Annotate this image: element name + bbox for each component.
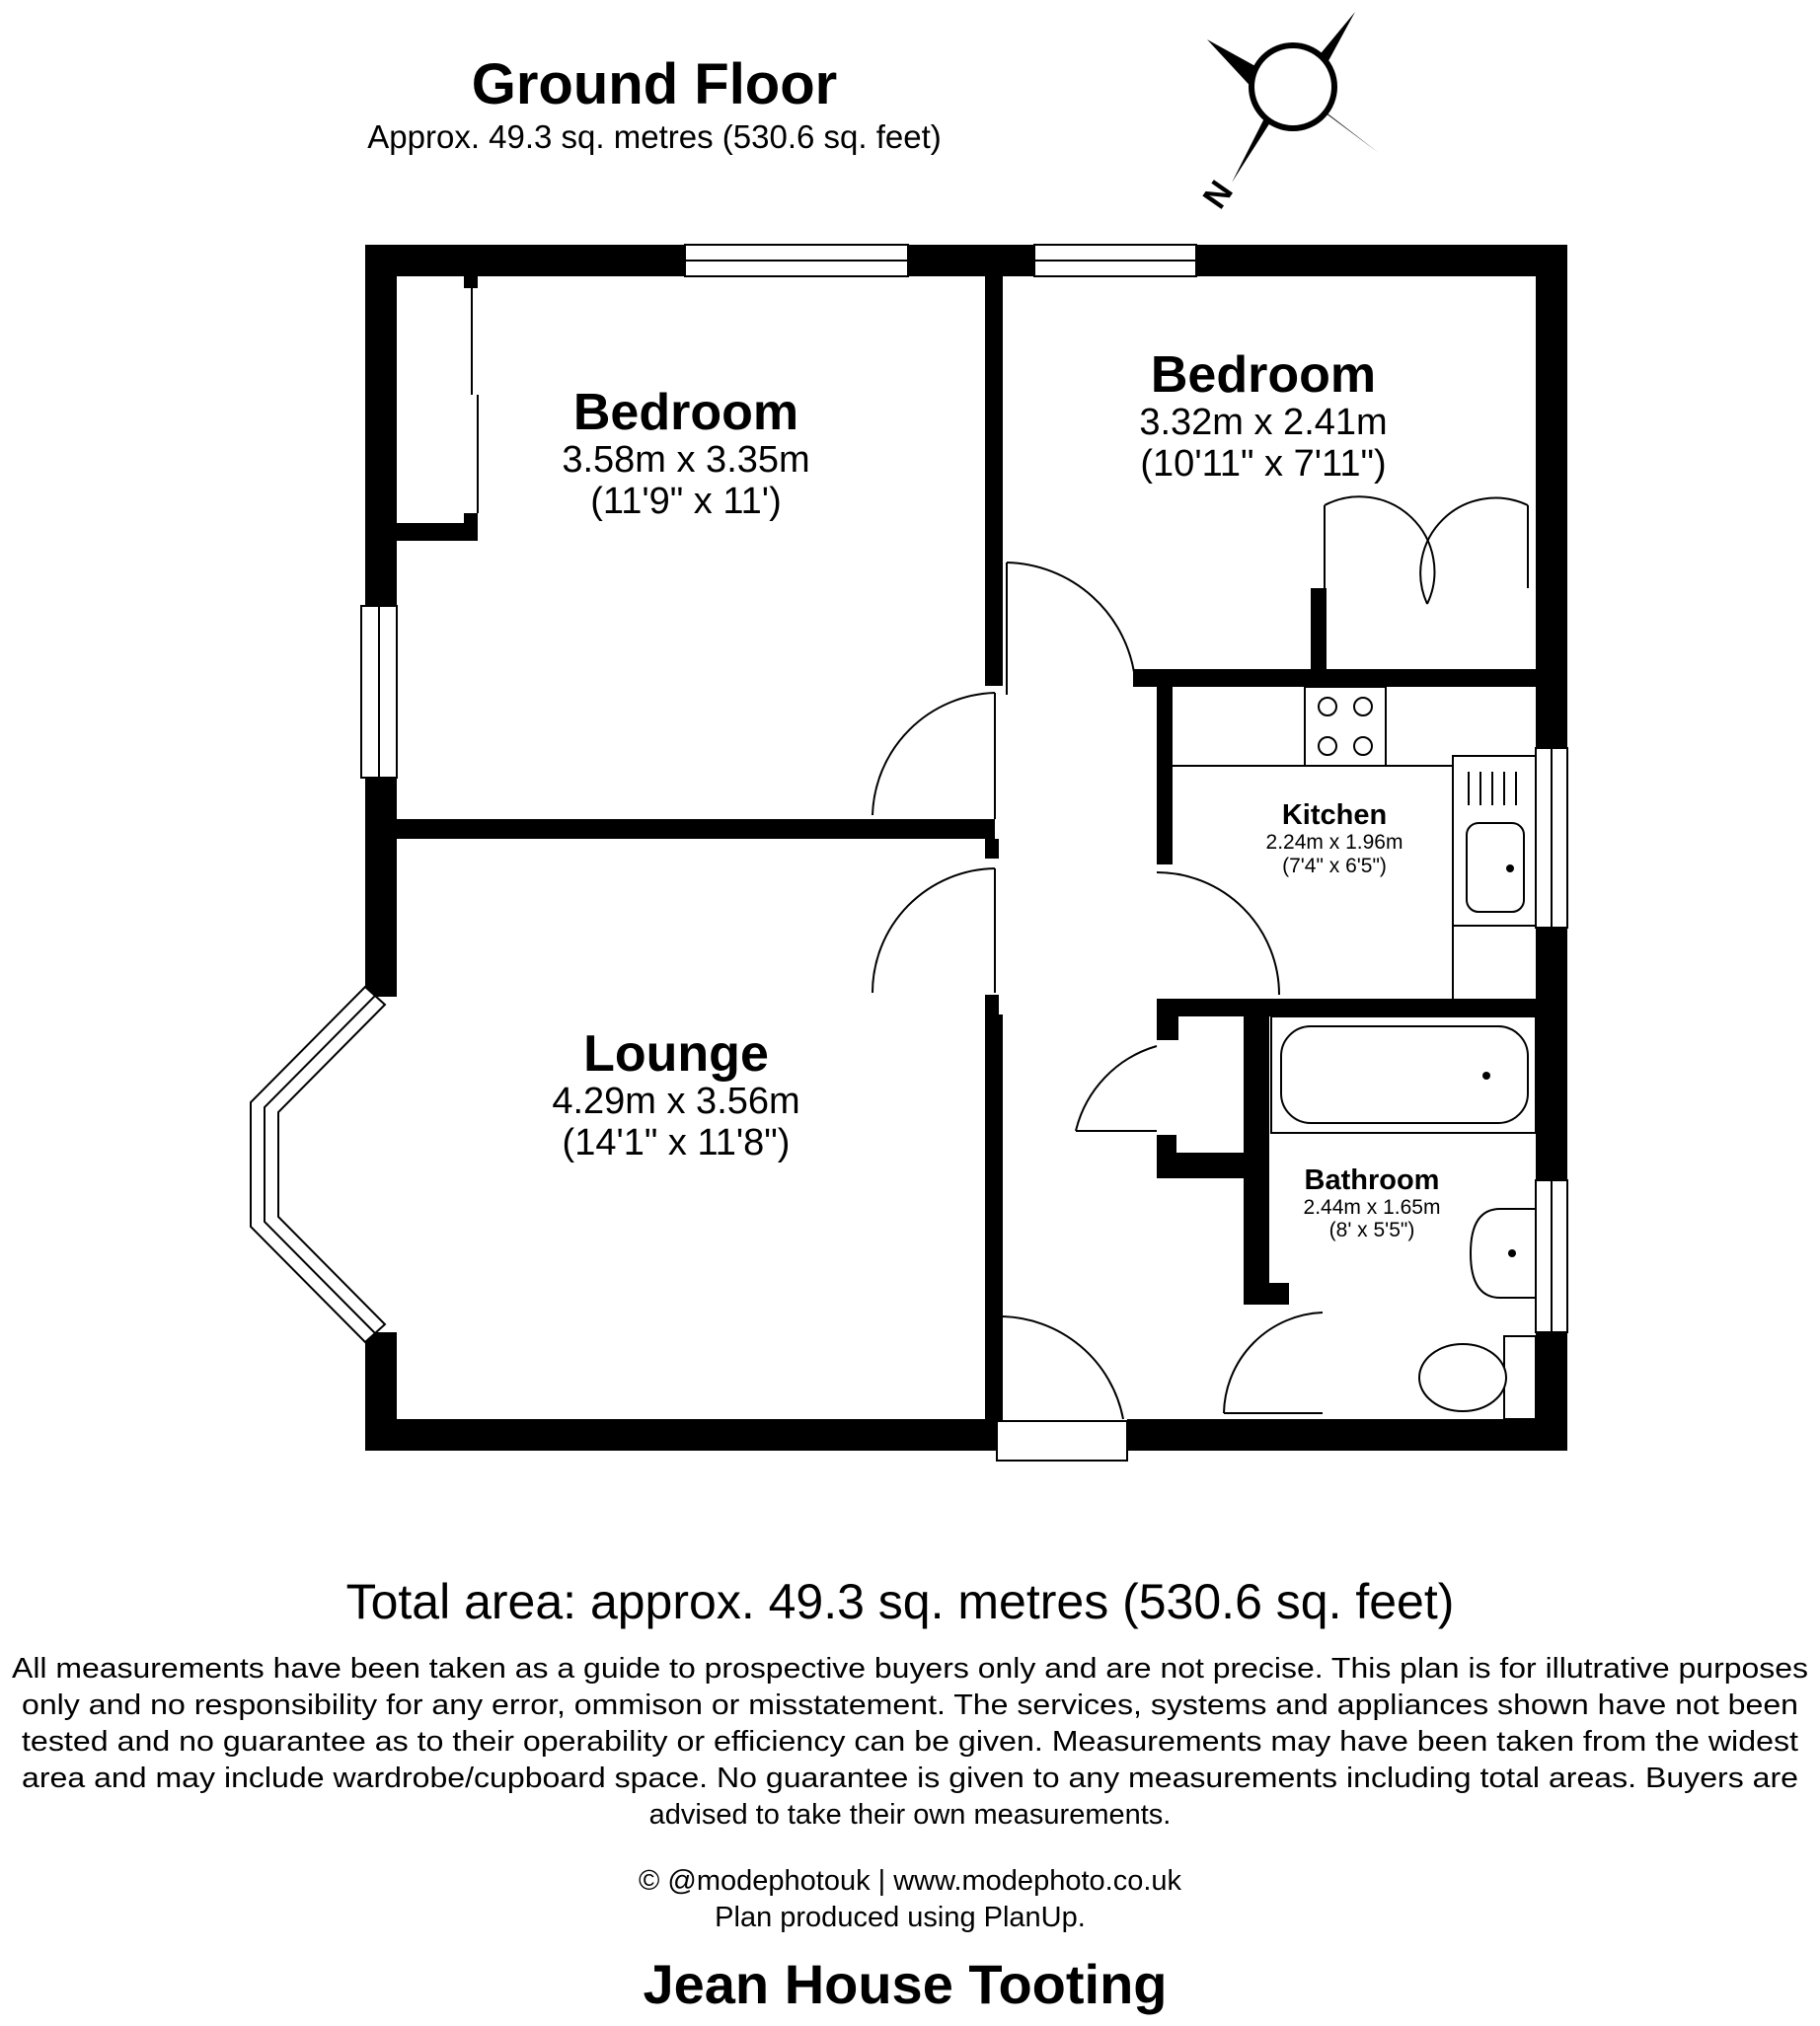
credit-line: © @modephotouk | www.modephoto.co.uk bbox=[638, 1865, 1182, 1897]
room-label-lounge bbox=[552, 1025, 799, 1163]
room-dimensions-metric: 4.29m x 3.56m bbox=[552, 1081, 800, 1122]
kitchen-sink-icon bbox=[1453, 756, 1536, 999]
compass-rose-icon bbox=[1196, 12, 1379, 215]
total-area: Total area: approx. 49.3 sq. metres (530.6 sq. feet) bbox=[345, 1574, 1455, 1629]
disclaimer-line: only and no responsibility for any error, ommison or misstatement. The services, systems and appliances shown have not been bbox=[22, 1689, 1798, 1721]
room-dimensions-imperial: (7'4" x 6'5") bbox=[1282, 855, 1387, 877]
floor-title: Ground Floor bbox=[471, 52, 838, 116]
room-name: Lounge bbox=[583, 1025, 769, 1083]
room-label-bedroom-1 bbox=[562, 384, 809, 522]
room-dimensions-imperial: (8' x 5'5") bbox=[1328, 1219, 1415, 1241]
disclaimer-line: area and may include wardrobe/cupboard space. No guarantee is given to any measurements including total areas. Buyers are bbox=[22, 1763, 1799, 1794]
room-dimensions-metric: 2.24m x 1.96m bbox=[1265, 831, 1403, 854]
kitchen-hob-icon bbox=[1305, 687, 1386, 766]
room-dimensions-metric: 3.32m x 2.41m bbox=[1139, 402, 1388, 443]
room-name: Bathroom bbox=[1304, 1164, 1440, 1196]
bathtub-icon bbox=[1271, 1016, 1536, 1133]
room-dimensions-metric: 3.58m x 3.35m bbox=[562, 439, 810, 481]
room-name: Kitchen bbox=[1281, 799, 1388, 831]
room-label-bathroom bbox=[1304, 1164, 1441, 1241]
toilet-icon bbox=[1419, 1336, 1536, 1419]
disclaimer-line: advised to take their own measurements. bbox=[648, 1799, 1172, 1831]
room-dimensions-imperial: (14'1" x 11'8") bbox=[562, 1122, 791, 1163]
disclaimer-line: tested and no guarantee as to their operability or efficiency can be given. Measurements may have been taken from the widest bbox=[22, 1726, 1798, 1758]
floor-area: Approx. 49.3 sq. metres (530.6 sq. feet) bbox=[367, 118, 942, 155]
disclaimer-line: All measurements have been taken as a guide to prospective buyers only and are not precise. This plan is for illutrative purposes bbox=[12, 1653, 1809, 1685]
disclaimer bbox=[12, 1653, 1808, 1831]
room-name: Bedroom bbox=[572, 384, 799, 441]
room-label-bedroom-2 bbox=[1139, 346, 1387, 485]
room-dimensions-metric: 2.44m x 1.65m bbox=[1303, 1196, 1441, 1219]
produced-by-line: Plan produced using PlanUp. bbox=[715, 1902, 1086, 1933]
room-dimensions-imperial: (11'9" x 11') bbox=[590, 481, 782, 522]
property-name: Jean House Tooting bbox=[643, 1953, 1168, 2015]
compass-north-label: N bbox=[1195, 174, 1241, 216]
washbasin-icon bbox=[1471, 1209, 1536, 1298]
room-dimensions-imperial: (10'11" x 7'11") bbox=[1140, 443, 1387, 485]
room-label-kitchen bbox=[1266, 799, 1403, 877]
room-name: Bedroom bbox=[1150, 346, 1377, 404]
